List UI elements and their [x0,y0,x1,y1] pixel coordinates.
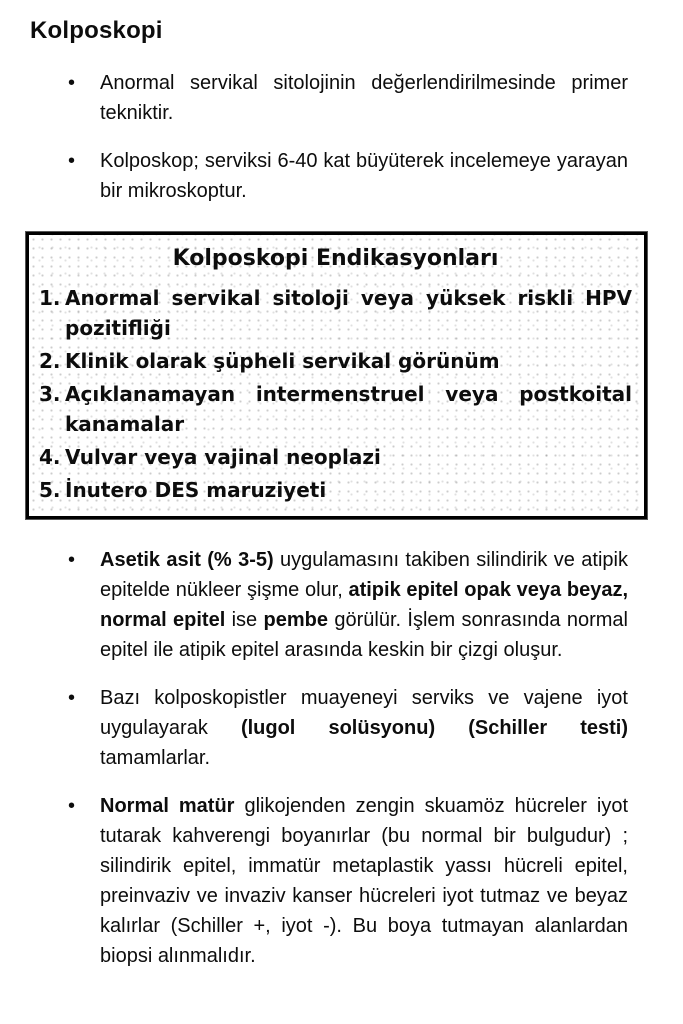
indications-box [26,232,647,519]
list-item [30,68,650,128]
bullet-text: Normal matür glikojenden zengin skuamöz hücreler iyot tutarak kahverengi boyanırlar (bu normal bir bulgudur) ; silindirik epitel, immatür metaplastik yassı hücreli epitel, preinvaziv ve invaziv kanser hücreleri iyot tutmaz ve beyaz kalırlar (Schiller +, iyot -). Bu boya tutmayan alanlardan biopsi alınmalıdır. [100,795,629,967]
bullet-text: Anormal servikal sitolojinin değerlendirilmesinde primer tekniktir. [100,72,628,124]
box-list-item [39,346,632,376]
item-text: Anormal servikal sitoloji veya yüksek riskli HPV pozitifliği [65,286,632,340]
bullet-text: Bazı kolposkopistler muayeneyi serviks ve vajene iyot uygulayarak (lugol solüsyonu) (Schiller testi) tamamlarlar. [100,687,628,769]
bullet-icon: • [68,795,76,817]
item-text: Klinik olarak şüpheli servikal görünüm [65,349,500,373]
box-title: Kolposkopi Endikasyonları [172,246,499,271]
bullet-icon: • [68,549,76,571]
list-item [30,545,650,665]
item-text: Açıklanamayan intermenstruel veya postkoital kanamalar [65,382,632,436]
box-list-item [39,475,632,505]
page-title: Kolposkopi [30,17,163,44]
box-list-item [39,442,632,472]
bullet-icon: • [68,72,76,94]
item-number: 5. [39,478,61,502]
item-number: 1. [39,286,61,310]
list-item [30,791,650,971]
bullet-icon: • [68,150,76,172]
bullet-text: Asetik asit (% 3-5) uygulamasını takiben silindirik ve atipik epitelde nükleer şişme olur, atipik epitel opak veya beyaz, normal epitel ise pembe görülür. İşlem sonrasında normal epitel ile atipik epitel arasında keskin bir çizgi oluşur. [100,549,628,661]
bullet-icon: • [68,687,76,709]
item-number: 3. [39,382,61,406]
item-number: 4. [39,445,61,469]
box-list-item [39,283,632,343]
item-text: Vulvar veya vajinal neoplazi [65,445,381,469]
box-list-item [39,379,632,439]
list-item [30,146,650,206]
bullet-text: Kolposkop; serviksi 6-40 kat büyüterek incelemeye yarayan bir mikroskoptur. [100,150,628,202]
item-number: 2. [39,349,61,373]
list-item [30,683,650,773]
item-text: İnutero DES maruziyeti [65,478,327,502]
